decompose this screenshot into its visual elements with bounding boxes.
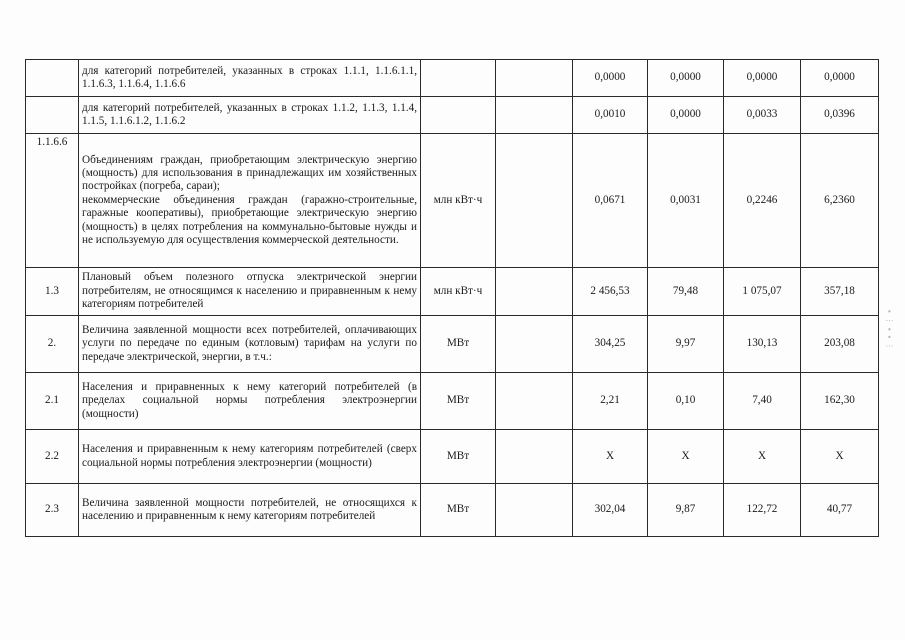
empty-cell — [496, 373, 573, 430]
value-cell-4: Х — [801, 430, 879, 484]
value-cell-2: 0,0031 — [648, 134, 724, 268]
value-cell-4: 0,0000 — [801, 60, 879, 97]
description-paragraph: Объединениям граждан, приобретающим электрическую энергию (мощность) для использования в принадлежащих им хозяйственных постройках (погреба, сараи); — [82, 153, 417, 193]
row-description — [79, 484, 421, 537]
table-row — [26, 134, 879, 268]
description-paragraph: некоммерческие объединения граждан (гаражно-строительные, гаражные кооперативы), приобретающие электрическую энергию (мощность) в целях потребления на коммунально-бытовые нужды и не используемую для осуществления коммерческой деятельности. — [82, 193, 417, 247]
value-cell-3: 0,0000 — [724, 60, 801, 97]
empty-cell — [496, 484, 573, 537]
tariff-data-table — [25, 59, 879, 537]
description-paragraph: Величина заявленной мощности всех потребителей, оплачивающих услуги по передаче по единым (котловым) тарифам на услуги по передаче электрической, энергии, в т.ч.: — [82, 323, 417, 363]
value-cell-4: 203,08 — [801, 316, 879, 373]
description-paragraph: для категорий потребителей, указанных в строках 1.1.1, 1.1.6.1.1, 1.1.6.3, 1.1.6.4, 1.1.6.6 — [82, 64, 417, 90]
value-cell-2: 0,10 — [648, 373, 724, 430]
table-row — [26, 430, 879, 484]
row-description — [79, 316, 421, 373]
row-description — [79, 268, 421, 316]
value-cell-1: Х — [573, 430, 648, 484]
value-cell-4: 40,77 — [801, 484, 879, 537]
value-cell-1: 2 456,53 — [573, 268, 648, 316]
empty-cell — [496, 60, 573, 97]
row-number: 2. — [26, 316, 79, 373]
description-paragraph: Величина заявленной мощности потребителей, не относящихся к населению и приравненным к нему категориям потребителей — [82, 496, 417, 522]
value-cell-1: 0,0010 — [573, 97, 648, 134]
value-cell-3: 122,72 — [724, 484, 801, 537]
row-number: 1.1.6.6 — [26, 134, 79, 268]
value-cell-4: 357,18 — [801, 268, 879, 316]
value-cell-2: Х — [648, 430, 724, 484]
value-cell-2: 79,48 — [648, 268, 724, 316]
value-cell-1: 2,21 — [573, 373, 648, 430]
row-description — [79, 97, 421, 134]
description-paragraph: Населения и приравненным к нему категориям потребителей (сверх социальной нормы потребления электроэнергии (мощности) — [82, 443, 417, 469]
description-paragraph: Населения и приравненных к нему категорий потребителей (в пределах социальной нормы потребления электроэнергии (мощности) — [82, 380, 417, 420]
value-cell-1: 0,0000 — [573, 60, 648, 97]
value-cell-3: 0,0033 — [724, 97, 801, 134]
value-cell-4: 6,2360 — [801, 134, 879, 268]
empty-cell — [496, 97, 573, 134]
unit-of-measure: МВт — [421, 484, 496, 537]
table-row — [26, 373, 879, 430]
row-number — [26, 97, 79, 134]
value-cell-1: 0,0671 — [573, 134, 648, 268]
value-cell-3: Х — [724, 430, 801, 484]
unit-of-measure: МВт — [421, 430, 496, 484]
row-number: 2.2 — [26, 430, 79, 484]
table-row — [26, 484, 879, 537]
row-number: 2.1 — [26, 373, 79, 430]
description-paragraph: Плановый объем полезного отпуска электрической энергии потребителям, не относящимся к населению и приравненным к нему категориям потребителей — [82, 271, 417, 311]
unit-of-measure: млн кВт·ч — [421, 134, 496, 268]
scan-edge-marks: ⋮ ∙ ∙ ⋮ ∙ — [885, 308, 894, 350]
row-description — [79, 134, 421, 268]
empty-cell — [496, 316, 573, 373]
value-cell-3: 1 075,07 — [724, 268, 801, 316]
value-cell-2: 9,87 — [648, 484, 724, 537]
unit-of-measure: МВт — [421, 316, 496, 373]
value-cell-4: 162,30 — [801, 373, 879, 430]
row-number — [26, 60, 79, 97]
empty-cell — [496, 268, 573, 316]
table-row — [26, 268, 879, 316]
value-cell-1: 304,25 — [573, 316, 648, 373]
value-cell-2: 0,0000 — [648, 97, 724, 134]
value-cell-4: 0,0396 — [801, 97, 879, 134]
value-cell-3: 130,13 — [724, 316, 801, 373]
table-body — [26, 60, 879, 537]
empty-cell — [496, 134, 573, 268]
value-cell-1: 302,04 — [573, 484, 648, 537]
row-number: 2.3 — [26, 484, 79, 537]
table-row — [26, 60, 879, 97]
unit-of-measure — [421, 97, 496, 134]
description-paragraph: для категорий потребителей, указанных в строках 1.1.2, 1.1.3, 1.1.4, 1.1.5, 1.1.6.1.2, 1.1.6.2 — [82, 101, 417, 127]
table-row — [26, 316, 879, 373]
row-description — [79, 430, 421, 484]
row-description — [79, 373, 421, 430]
table-row — [26, 97, 879, 134]
value-cell-2: 0,0000 — [648, 60, 724, 97]
value-cell-3: 0,2246 — [724, 134, 801, 268]
unit-of-measure: МВт — [421, 373, 496, 430]
row-description — [79, 60, 421, 97]
value-cell-3: 7,40 — [724, 373, 801, 430]
row-number: 1.3 — [26, 268, 79, 316]
empty-cell — [496, 430, 573, 484]
unit-of-measure: млн кВт·ч — [421, 268, 496, 316]
value-cell-2: 9,97 — [648, 316, 724, 373]
unit-of-measure — [421, 60, 496, 97]
